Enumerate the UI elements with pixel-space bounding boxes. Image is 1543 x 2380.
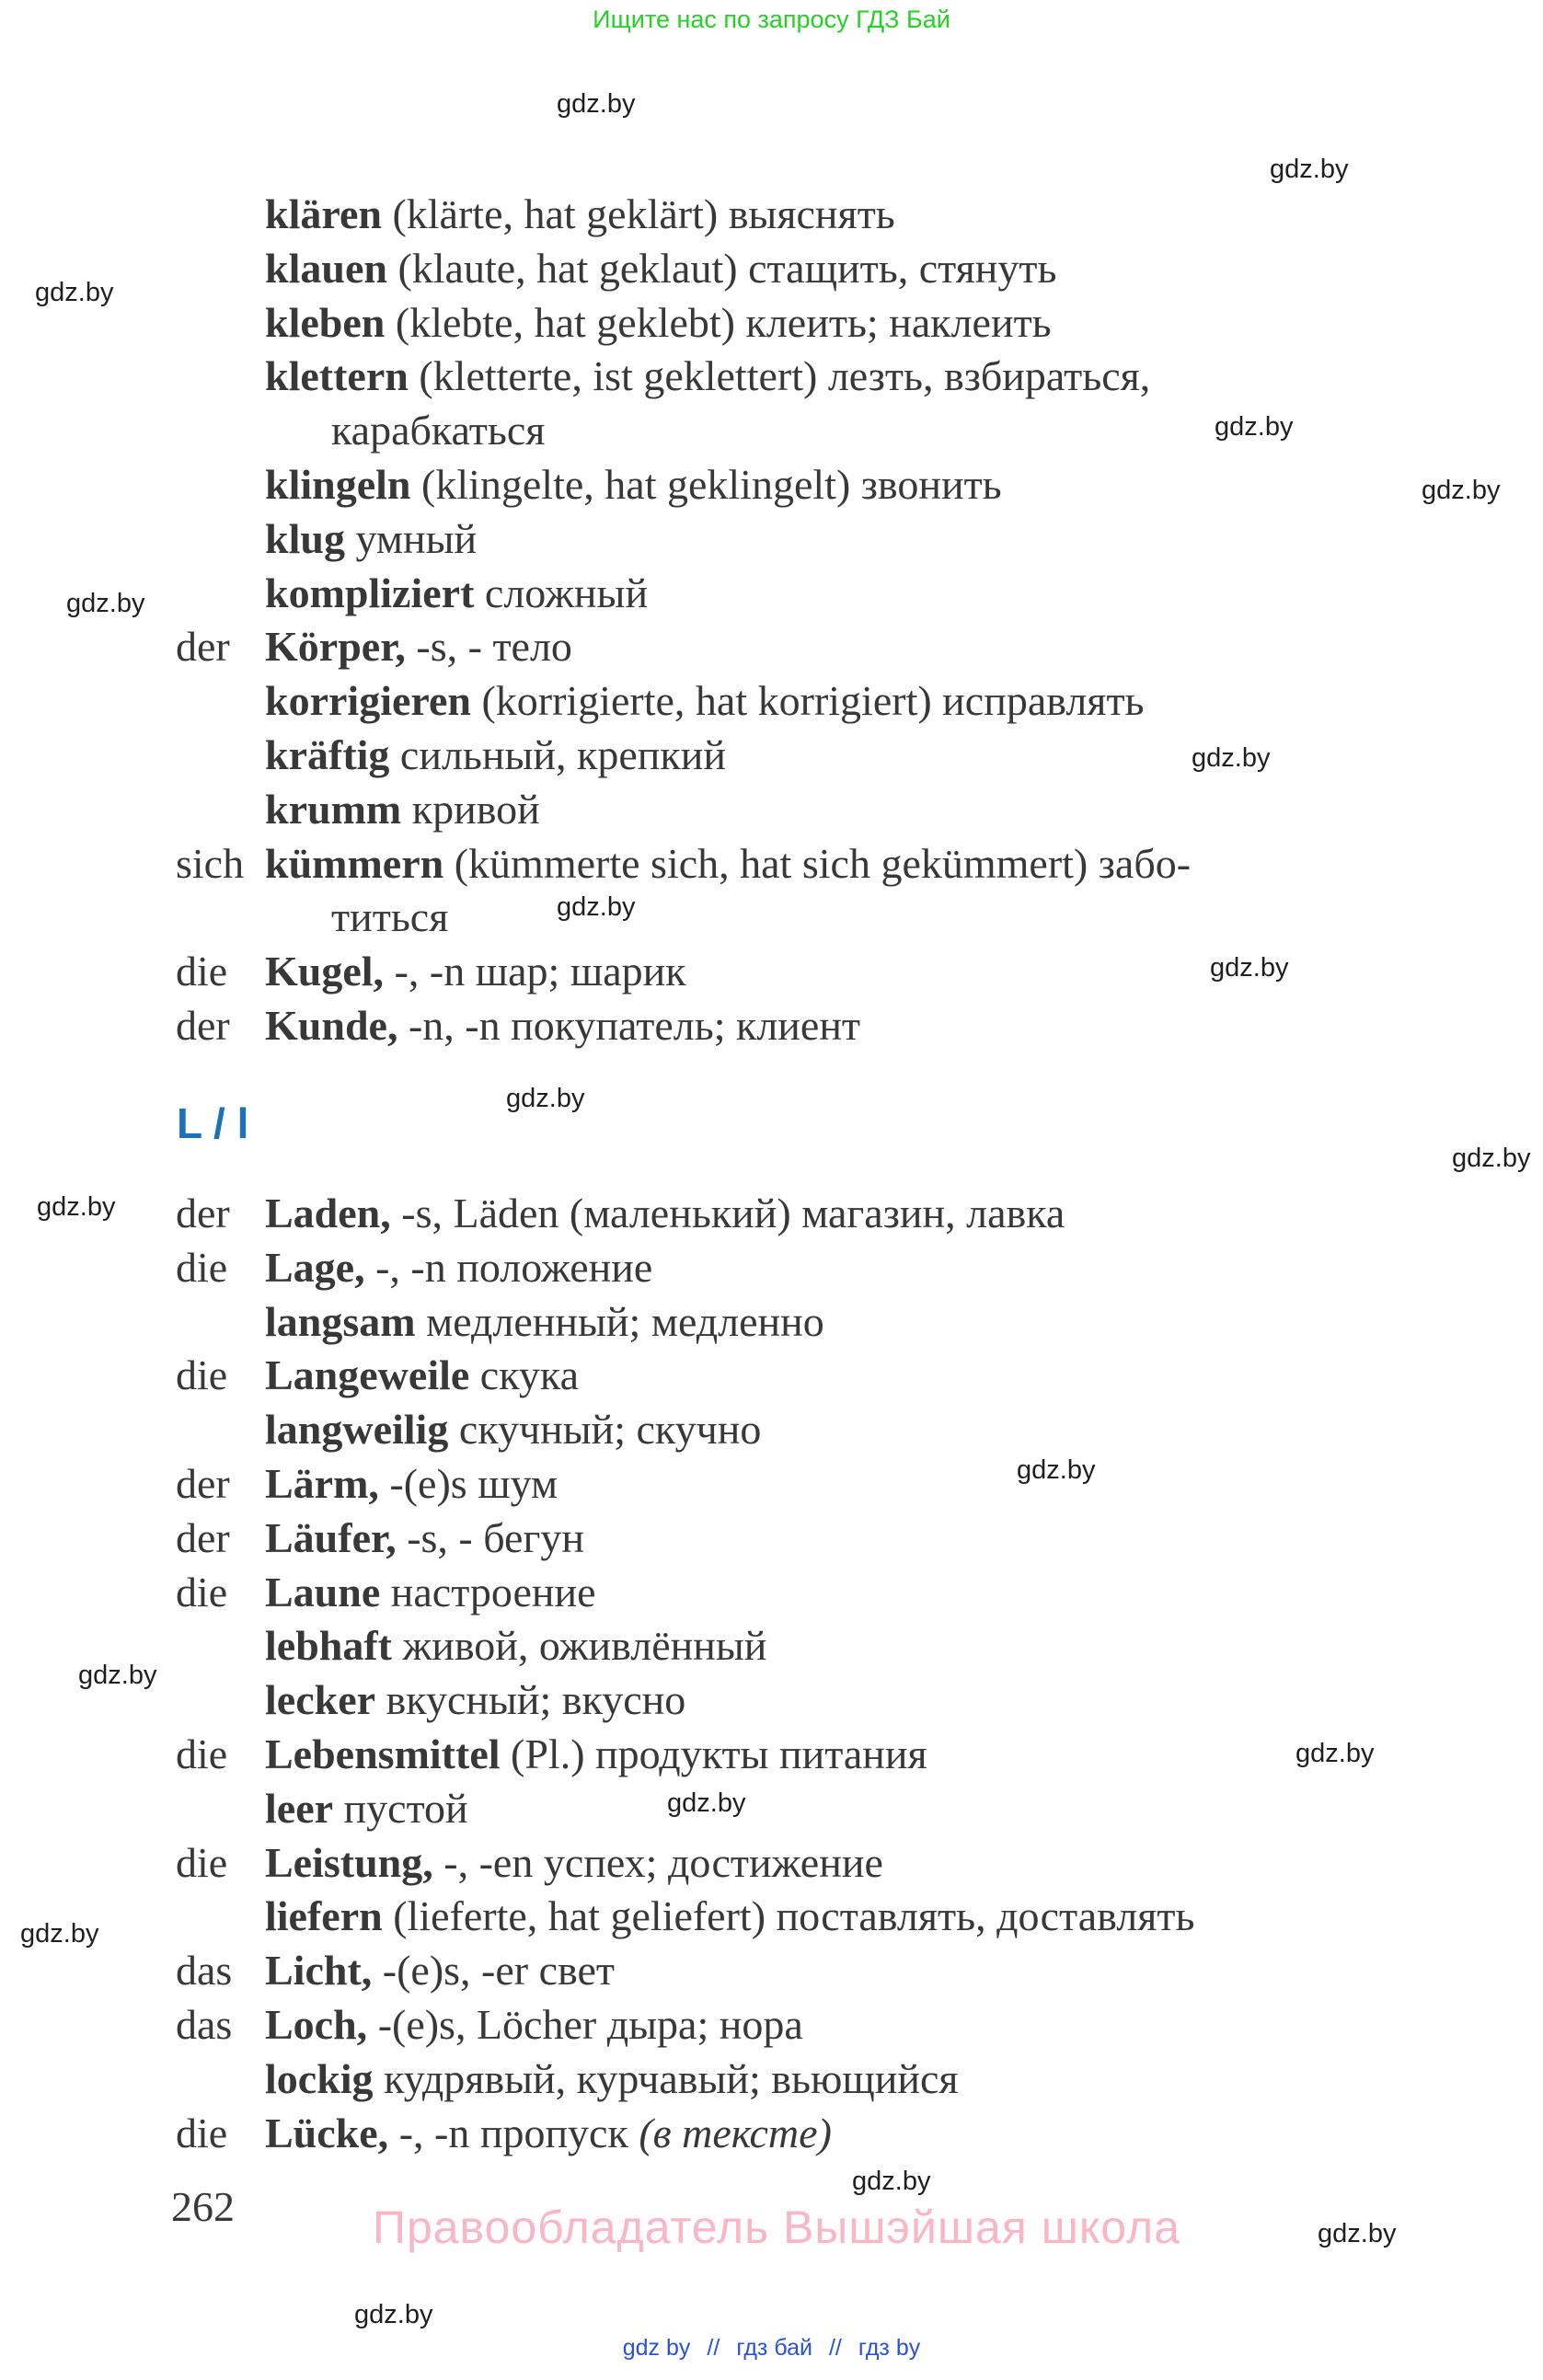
headword: klingeln [265,460,411,508]
entry-body-text: -(e)s, -er свет [372,1947,615,1995]
entry-article: die [176,1243,228,1291]
entry-line [0,512,1543,567]
copyright-notice: Правообладатель Вышэйшая школа [373,2202,1180,2253]
headword: Lebensmittel [265,1730,501,1777]
entry-line [0,1619,1543,1673]
entry-text [265,1351,579,1398]
l-entries-block [0,1187,1543,2160]
watermark-gdz: gdz.by [354,2300,433,2329]
watermark-gdz: gdz.by [1270,155,1349,184]
entry-body-text: вкусный; вкусно [375,1676,686,1724]
footer-link[interactable]: gdz by [622,2335,691,2361]
entry-line [0,458,1543,512]
entry-line [0,1998,1543,2052]
entry-line [0,1295,1543,1350]
headword: korrigieren [265,677,471,725]
entry-text [265,1298,824,1345]
entry-text [265,1569,596,1615]
entry-continuation-line [0,891,1543,945]
entry-text [265,786,540,833]
headword: Laune [265,1568,381,1615]
headword: leer [265,1784,334,1832]
headword: Loch, [265,2000,368,2048]
entry-body-text: -s, - тело [405,623,572,671]
entry-article: die [176,1568,228,1615]
watermark-gdz: gdz.by [20,1919,99,1949]
entry-body-text: -, -n шар; шарик [384,948,686,995]
entry-body-text: пустой [333,1784,468,1832]
entry-text [265,569,648,616]
headword: liefern [265,1892,383,1940]
entry-body-text: кудрявый, курчавый; вьющийся [373,2054,959,2102]
entry-text [265,2110,832,2156]
watermark-gdz: gdz.by [557,892,636,922]
page-number: 262 [171,2183,235,2230]
entry-line [0,1403,1543,1457]
entry-body-text: титься [331,893,449,941]
headword: lockig [265,2054,374,2102]
footer-links [0,2335,1543,2362]
entry-line [0,1349,1543,1403]
entry-body-text: (Pl.) продукты питания [500,1730,927,1777]
entry-body-text: -(e)s шум [378,1459,558,1507]
entry-continuation-line [0,404,1543,458]
entry-body-text: (klebte, hat geklebt) клеить; наклеить [385,298,1052,346]
entry-text [265,731,726,778]
entry-text [265,1002,860,1049]
entry-text [265,840,1191,887]
watermark-gdz: gdz.by [1295,1739,1375,1768]
entry-body-text: -, -n положение [364,1243,653,1291]
entry-line [0,296,1543,351]
watermark-gdz: gdz.by [1318,2219,1397,2248]
entry-body-text: -, -n пропуск [388,2109,639,2156]
entry-body-text: (kümmerte sich, hat sich gekümmert) забо- [443,839,1192,887]
entry-body-text: настроение [380,1568,596,1615]
section-header-l: L / l [177,1099,249,1147]
entry-text [265,1676,685,1723]
headword: kleben [265,298,386,346]
entry-body-text: карабкаться [331,407,546,454]
entry-text [265,1190,1065,1236]
headword: krumm [265,785,402,833]
entry-line [0,1728,1543,1782]
entry-text [331,407,545,454]
entry-article: der [176,1513,230,1561]
entry-article: die [176,2109,228,2156]
headword: Laden, [265,1190,391,1236]
entry-text [265,1892,1194,1939]
entry-line [0,1673,1543,1728]
entry-line [0,1187,1543,1241]
headword: Lärm, [265,1459,379,1507]
watermark-gdz: gdz.by [35,278,114,307]
footer-link[interactable]: гдз бай [736,2335,812,2361]
entry-body-text: (kletterte, ist geklettert) лезть, взбираться, [408,352,1151,400]
watermark-gdz: gdz.by [852,2167,931,2196]
entry-text [265,299,1052,346]
entry-body-text: (klärte, hat geklärt) выяснять [381,190,895,237]
headword: kräftig [265,730,390,778]
entry-line [0,350,1543,404]
entry-text [265,515,477,562]
headword: klären [265,190,382,237]
entry-article: die [176,1351,228,1399]
entry-line [0,1782,1543,1836]
entry-line [0,1512,1543,1566]
headword: Körper, [265,623,406,671]
entry-line [0,783,1543,837]
entry-body-text: -(e)s, Löcher дыра; нора [367,2000,803,2048]
watermark-gdz: gdz.by [557,89,636,119]
entry-line [0,2107,1543,2161]
watermark-gdz: gdz.by [37,1192,116,1222]
entry-body-text: сложный [474,569,649,616]
footer-link[interactable]: гдз by [858,2335,921,2361]
entry-text [265,245,1056,292]
footer-separator-icon: // [828,2335,842,2361]
entry-text [265,1947,615,1994]
entry-text [265,2055,959,2102]
entry-text [265,623,572,670]
entry-article: der [176,623,230,671]
entry-line [0,1944,1543,1998]
entry-line [0,945,1543,999]
entry-text [265,1622,766,1669]
entry-text [265,352,1150,399]
entry-text [265,1244,652,1291]
entry-body-text: живой, оживлённый [392,1622,767,1670]
entry-line [0,242,1543,296]
entry-line [0,674,1543,729]
headword: Lage, [265,1243,365,1291]
headword: Licht, [265,1947,373,1995]
entry-line [0,1890,1543,1944]
entry-body-text: (korrigierte, hat korrigiert) исправлять [470,677,1145,725]
entry-text [265,190,895,237]
entry-article: das [176,2000,233,2048]
entry-body-text: -s, Läden (маленький) магазин, лавка [390,1190,1065,1236]
headword: Leistung, [265,1838,433,1886]
headword: kompliziert [265,569,475,616]
entry-line [0,837,1543,891]
entry-body-text: -, -en успех; достижение [432,1838,883,1886]
watermark-gdz: gdz.by [1215,412,1294,442]
watermark-gdz: gdz.by [1422,476,1501,505]
entry-text [265,1839,883,1886]
entry-text [265,677,1145,724]
watermark-gdz: gdz.by [78,1661,157,1690]
entry-body-text: кривой [401,785,540,833]
headword: lecker [265,1676,376,1724]
watermark-gdz: gdz.by [1210,953,1289,983]
entry-body-text: медленный; медленно [415,1297,824,1345]
watermark-gdz: gdz.by [66,589,145,618]
entry-text [265,1785,468,1832]
entry-line [0,1457,1543,1512]
headword: Kugel, [265,948,385,995]
entry-text [265,1406,761,1453]
entry-body-text: сильный, крепкий [389,730,726,778]
headword: kümmern [265,839,444,887]
entry-text [265,1514,584,1561]
entry-line [0,1836,1543,1891]
entry-text [265,948,686,995]
watermark-gdz: gdz.by [506,1084,585,1113]
headword: Läufer, [265,1513,397,1561]
entry-text [265,1730,927,1777]
entry-article: sich [176,839,245,887]
headword: lebhaft [265,1622,392,1670]
entry-article: die [176,1838,228,1886]
entry-line [0,1566,1543,1620]
italic-note: (в тексте) [639,2109,832,2156]
entry-line [0,2052,1543,2107]
entry-body-text: -n, -n покупатель; клиент [397,1001,861,1049]
headword: Lücke, [265,2109,389,2156]
entry-line [0,729,1543,783]
watermark-gdz: gdz.by [1017,1455,1096,1485]
entry-body-text: скука [469,1351,579,1399]
k-entries-block [0,188,1543,1053]
headword: Langeweile [265,1351,470,1399]
watermark-gdz: gdz.by [1192,743,1271,773]
top-banner-text: Ищите нас по запросу ГДЗ Бай [593,6,950,33]
entry-line [0,999,1543,1053]
entry-article: der [176,1190,230,1236]
entry-body-text: -s, - бегун [396,1513,584,1561]
entry-body-text: (klaute, hat geklaut) стащить, стянуть [386,244,1057,292]
entry-line [0,620,1543,674]
entry-line [0,188,1543,242]
entry-line [0,1241,1543,1295]
entry-text [265,1460,558,1507]
entry-text [265,461,1002,508]
headword: klug [265,514,345,562]
entry-article: der [176,1459,230,1507]
entry-article: die [176,948,228,995]
headword: klettern [265,352,409,400]
entry-text [331,893,448,940]
entry-article: das [176,1947,233,1995]
headword: Kunde, [265,1001,398,1049]
entry-text [265,2001,803,2048]
footer-separator-icon: // [707,2335,720,2361]
entry-body-text: скучный; скучно [448,1406,762,1454]
entry-article: die [176,1730,228,1777]
entry-article: der [176,1001,230,1049]
headword: klauen [265,244,387,292]
watermark-gdz: gdz.by [1452,1144,1531,1173]
entry-body-text: (klingelte, hat geklingelt) звонить [410,460,1002,508]
headword: langweilig [265,1406,449,1454]
headword: langsam [265,1297,416,1345]
entry-line [0,567,1543,621]
watermark-gdz: gdz.by [667,1788,746,1818]
entry-body-text: умный [344,514,478,562]
entry-body-text: (lieferte, hat geliefert) поставлять, доставлять [382,1892,1195,1940]
